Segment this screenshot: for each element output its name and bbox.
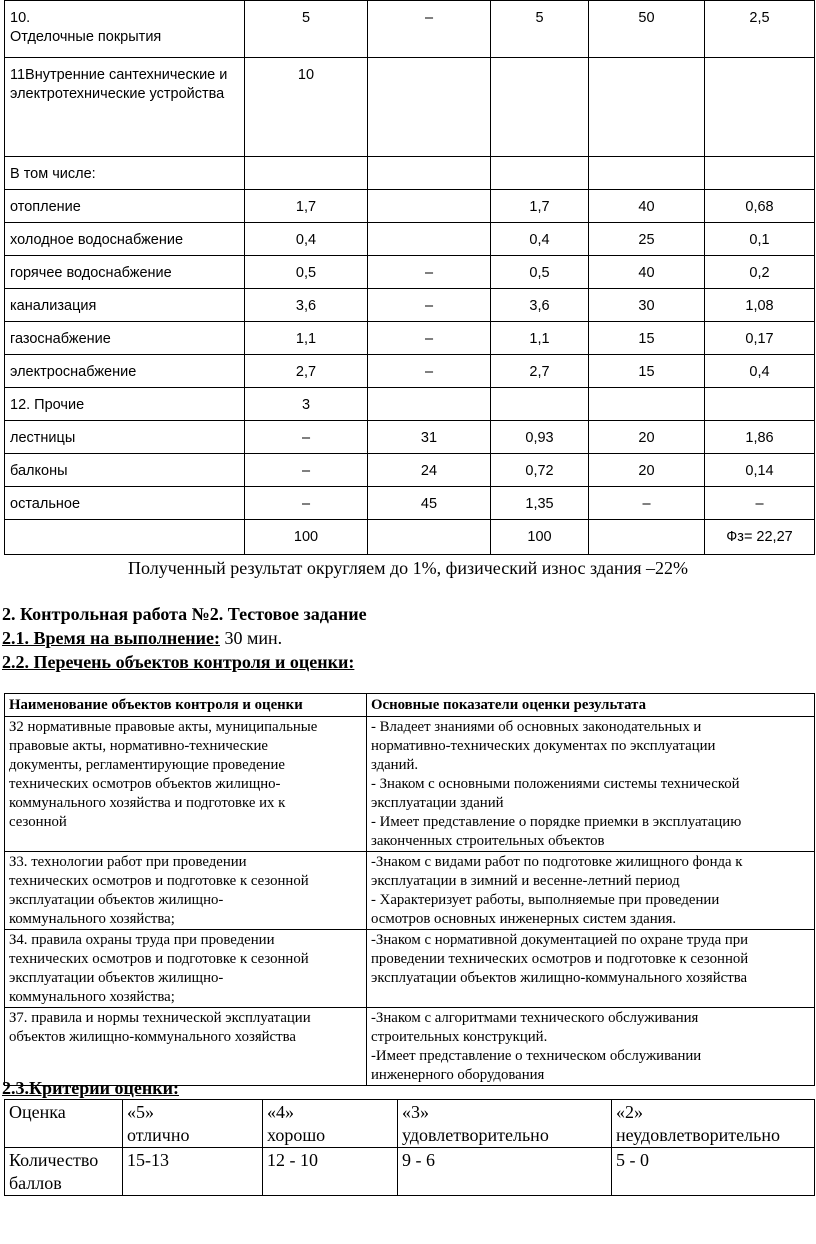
value-cell: 0,4: [491, 223, 589, 256]
value-cell: 2,7: [245, 355, 368, 388]
value-cell: [705, 58, 815, 157]
table-row: [5, 322, 815, 355]
value-cell: 0,1: [705, 223, 815, 256]
text-line: З2 нормативные правовые акты, муниципальные: [9, 719, 318, 735]
value-cell: 0,4: [245, 223, 368, 256]
table-row: [5, 157, 815, 190]
text-line: объектов жилищно-коммунального хозяйства: [9, 1029, 296, 1045]
value-cell: 20: [589, 421, 705, 454]
value-cell: 10: [245, 58, 368, 157]
control-object-cell: [5, 852, 367, 930]
table-row: [5, 454, 815, 487]
text-line: коммунального хозяйства;: [9, 911, 175, 927]
text-line: строительных конструкций.: [371, 1029, 548, 1045]
text-line: зданий.: [371, 757, 419, 773]
value-cell: 5: [491, 1, 589, 58]
criteria-cell: «2» неудовлетворительно: [612, 1100, 815, 1148]
text-line: эксплуатации в зимний и весенне-летний период: [371, 873, 680, 889]
text-line: - Владеет знаниями об основных законодательных и: [371, 719, 702, 735]
value-cell: 0,4: [705, 355, 815, 388]
row-label-cell: В том числе:: [5, 157, 245, 190]
row-label-cell: 12. Прочие: [5, 388, 245, 421]
table-row: [5, 852, 815, 930]
text-line: коммунального хозяйства и подготовке их к: [9, 795, 286, 811]
text-line: - Имеет представление о порядке приемки в эксплуатацию: [371, 814, 742, 830]
value-cell: 40: [589, 256, 705, 289]
indicator-cell: [367, 1008, 815, 1086]
value-cell: 40: [589, 190, 705, 223]
value-cell: –: [245, 487, 368, 520]
value-cell: 3,6: [491, 289, 589, 322]
text-line: эксплуатации объектов жилищно-: [9, 892, 224, 908]
value-cell: –: [368, 289, 491, 322]
text-line: З3. технологии работ при проведении: [9, 854, 247, 870]
text-line: -Знаком с алгоритмами технического обслуживания: [371, 1010, 699, 1026]
value-cell: 1,08: [705, 289, 815, 322]
value-cell: 0,2: [705, 256, 815, 289]
indicator-cell: [367, 852, 815, 930]
value-cell: 0,5: [245, 256, 368, 289]
table-row: [5, 930, 815, 1008]
text-line: проведении технических осмотров и подготовке к сезонной: [371, 951, 749, 967]
value-cell: 1,35: [491, 487, 589, 520]
value-cell: [368, 388, 491, 421]
value-cell: 1,7: [245, 190, 368, 223]
table-row: [5, 1, 815, 58]
value-cell: 50: [589, 1, 705, 58]
table-row: [5, 717, 815, 852]
table-row: [5, 256, 815, 289]
table-row: [5, 388, 815, 421]
criteria-cell: «4» хорошо: [263, 1100, 398, 1148]
table-row: [5, 520, 815, 555]
row-label-cell: отопление: [5, 190, 245, 223]
value-cell: 0,72: [491, 454, 589, 487]
value-cell: [589, 58, 705, 157]
value-cell: –: [368, 256, 491, 289]
value-cell: 1,1: [245, 322, 368, 355]
table-row: [5, 487, 815, 520]
value-cell: [368, 520, 491, 555]
value-cell: 20: [589, 454, 705, 487]
indicator-cell: [367, 717, 815, 852]
value-cell: 24: [368, 454, 491, 487]
text-line: правовые акты, нормативно-технические: [9, 738, 268, 754]
criteria-cell: Оценка: [5, 1100, 123, 1148]
table-row: [5, 58, 815, 157]
row-label-cell: газоснабжение: [5, 322, 245, 355]
value-cell: [589, 157, 705, 190]
text-line: - Характеризует работы, выполняемые при проведении: [371, 892, 720, 908]
value-cell: 1,7: [491, 190, 589, 223]
text-line: осмотров основных инженерных систем здания.: [371, 911, 677, 927]
section-2-1-value: 30 мин.: [219, 628, 283, 648]
value-cell: 100: [245, 520, 368, 555]
value-cell: Фз= 22,27: [705, 520, 815, 555]
text-line: документы, регламентирующие проведение: [9, 757, 285, 773]
text-line: З7. правила и нормы технической эксплуатации: [9, 1010, 311, 1026]
value-cell: 100: [491, 520, 589, 555]
value-cell: –: [368, 355, 491, 388]
value-cell: 45: [368, 487, 491, 520]
value-cell: 0,17: [705, 322, 815, 355]
section-2-1-line: [2, 628, 282, 649]
text-line: -Имеет представление о техническом обслуживании: [371, 1048, 702, 1064]
value-cell: [705, 157, 815, 190]
criteria-cell: «5» отлично: [123, 1100, 263, 1148]
result-text: Полученный результат округляем до 1%, физический износ здания –22%: [128, 558, 688, 578]
wear-calculation-table: [4, 0, 815, 555]
criteria-cell: 15-13: [123, 1148, 263, 1196]
value-cell: 3,6: [245, 289, 368, 322]
value-cell: 0,14: [705, 454, 815, 487]
value-cell: –: [245, 454, 368, 487]
grade-row: [5, 1100, 815, 1148]
value-cell: 15: [589, 322, 705, 355]
value-cell: –: [368, 322, 491, 355]
header-indicators: Основные показатели оценки результата: [367, 694, 815, 717]
text-line: -Знаком с видами работ по подготовке жилищного фонда к: [371, 854, 743, 870]
value-cell: 31: [368, 421, 491, 454]
value-cell: [368, 190, 491, 223]
criteria-cell: 9 - 6: [398, 1148, 612, 1196]
row-label-cell: холодное водоснабжение: [5, 223, 245, 256]
text-line: сезонной: [9, 814, 67, 830]
table-row: [5, 1008, 815, 1086]
value-cell: 1,86: [705, 421, 815, 454]
text-line: -Знаком с нормативной документацией по охране труда при: [371, 932, 749, 948]
control-object-cell: [5, 1008, 367, 1086]
value-cell: 25: [589, 223, 705, 256]
section-2-3-heading: 2.3.Критерии оценки:: [2, 1078, 179, 1098]
indicator-cell: [367, 930, 815, 1008]
value-cell: –: [589, 487, 705, 520]
value-cell: 2,7: [491, 355, 589, 388]
value-cell: [589, 520, 705, 555]
row-label-cell: остальное: [5, 487, 245, 520]
value-cell: 5: [245, 1, 368, 58]
text-line: эксплуатации зданий: [371, 795, 504, 811]
row-label-cell: электроснабжение: [5, 355, 245, 388]
text-line: коммунального хозяйства;: [9, 989, 175, 1005]
row-label-cell: лестницы: [5, 421, 245, 454]
value-cell: [491, 157, 589, 190]
row-label-cell: канализация: [5, 289, 245, 322]
value-cell: [589, 388, 705, 421]
text-line: эксплуатации объектов жилищно-коммунального хозяйства: [371, 970, 748, 986]
value-cell: 0,68: [705, 190, 815, 223]
value-cell: 3: [245, 388, 368, 421]
value-cell: [245, 157, 368, 190]
value-cell: 1,1: [491, 322, 589, 355]
value-cell: 2,5: [705, 1, 815, 58]
text-line: нормативно-технических документах по эксплуатации: [371, 738, 716, 754]
value-cell: [368, 157, 491, 190]
text-line: инженерного оборудования: [371, 1067, 545, 1083]
value-cell: –: [245, 421, 368, 454]
table-row: [5, 223, 815, 256]
table-row: [5, 289, 815, 322]
value-cell: [368, 58, 491, 157]
value-cell: –: [705, 487, 815, 520]
value-cell: [491, 388, 589, 421]
text-line: З4. правила охраны труда при проведении: [9, 932, 275, 948]
section-2-heading: 2. Контрольная работа №2. Тестовое задание: [2, 604, 367, 624]
control-object-cell: [5, 930, 367, 1008]
text-line: технических осмотров объектов жилищно-: [9, 776, 281, 792]
control-objects-table: [4, 693, 815, 1086]
value-cell: 30: [589, 289, 705, 322]
criteria-cell: 5 - 0: [612, 1148, 815, 1196]
text-line: технических осмотров и подготовке к сезонной: [9, 873, 309, 889]
value-cell: [705, 388, 815, 421]
row-label-cell: [5, 520, 245, 555]
criteria-cell: «3» удовлетворительно: [398, 1100, 612, 1148]
text-line: технических осмотров и подготовке к сезонной: [9, 951, 309, 967]
text-line: - Знаком с основными положениями системы технической: [371, 776, 740, 792]
value-cell: 15: [589, 355, 705, 388]
section-2-2-heading: 2.2. Перечень объектов контроля и оценки:: [2, 652, 355, 672]
header-objects: Наименование объектов контроля и оценки: [5, 694, 367, 717]
table-row: [5, 190, 815, 223]
text-line: эксплуатации объектов жилищно-: [9, 970, 224, 986]
row-label-cell: балконы: [5, 454, 245, 487]
value-cell: 0,93: [491, 421, 589, 454]
score-row: [5, 1148, 815, 1196]
row-label-cell: 11Внутренние сантехнические и электротехнические устройства: [5, 58, 245, 157]
value-cell: [491, 58, 589, 157]
table-row: [5, 421, 815, 454]
table-row: [5, 355, 815, 388]
value-cell: 0,5: [491, 256, 589, 289]
row-label-cell: горячее водоснабжение: [5, 256, 245, 289]
criteria-cell: Количество баллов: [5, 1148, 123, 1196]
text-line: законченных строительных объектов: [371, 833, 605, 849]
control-object-cell: [5, 717, 367, 852]
criteria-table: [4, 1099, 815, 1196]
value-cell: –: [368, 1, 491, 58]
row-label-cell: 10. Отделочные покрытия: [5, 1, 245, 58]
value-cell: [368, 223, 491, 256]
criteria-cell: 12 - 10: [263, 1148, 398, 1196]
section-2-1-label: 2.1. Время на выполнение:: [2, 628, 220, 648]
